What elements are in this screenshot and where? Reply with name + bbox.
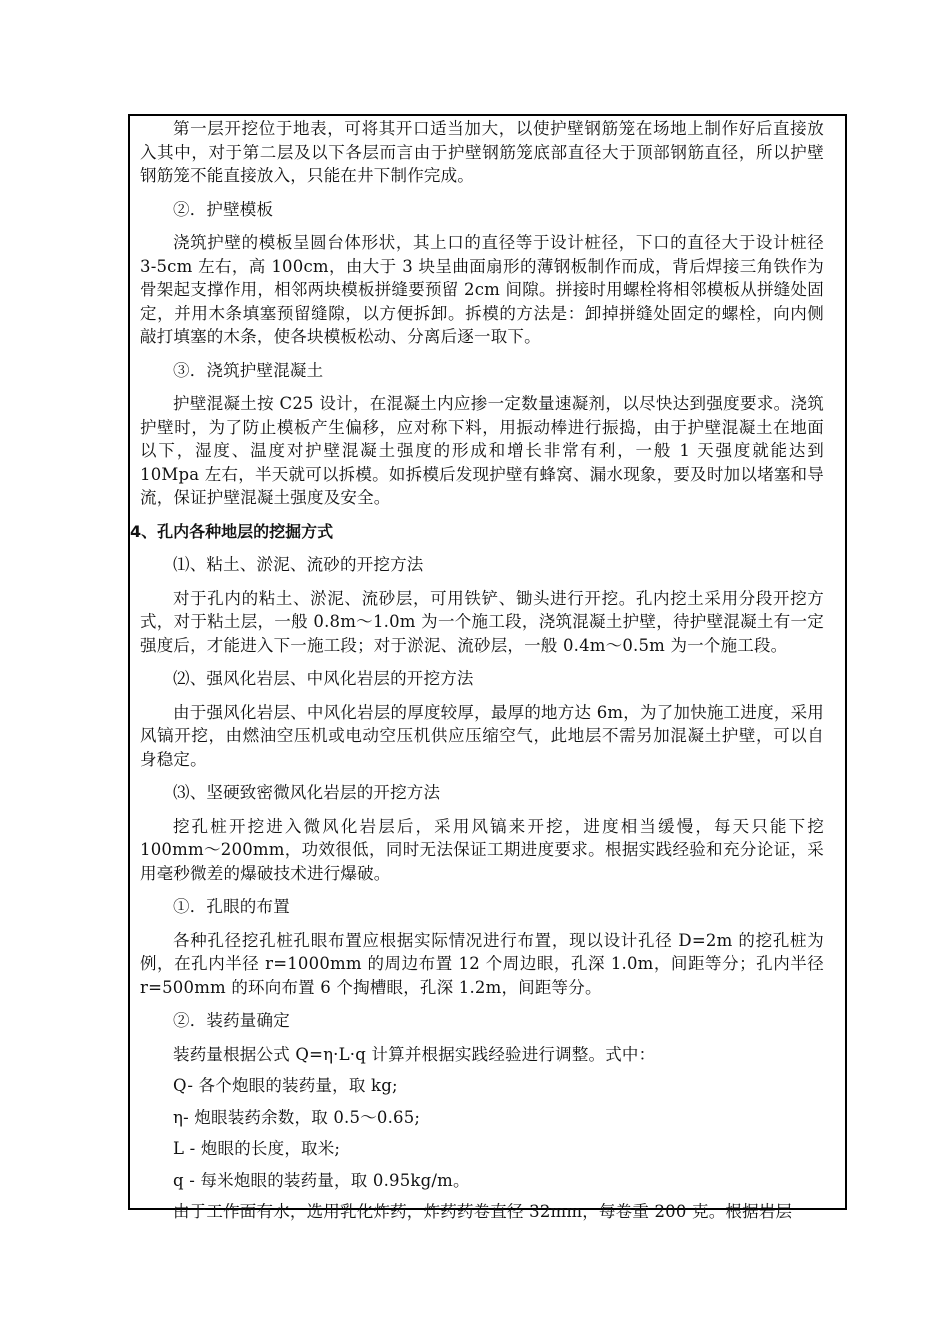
heading-clay-silt-sand: ⑴、粘土、淤泥、流砂的开挖方法 bbox=[173, 555, 424, 574]
section-heading-excavation: 4、孔内各种地层的挖掘方式 bbox=[130, 521, 334, 541]
paragraph-explosive: 由于工作面有水，选用乳化炸药，炸药药卷直径 32mm，每卷重 200 克。根据岩层 bbox=[173, 1202, 793, 1221]
paragraph-hard-rock: 挖孔桩开挖进入微风化岩层后，采用风镐来开挖，进度相当缓慢，每天只能下挖 100mm～200mm，功效很低，同时无法保证工期进度要求。根据实践经验和充分论证，采用毫秒微差的爆破技术进行爆破。 bbox=[140, 816, 824, 883]
heading-charge-amount: ②．装药量确定 bbox=[173, 1011, 290, 1030]
paragraph-concrete: 护壁混凝土按 C25 设计，在混凝土内应掺一定数量速凝剂，以尽快达到强度要求。浇筑护壁时，为了防止模板产生偏移，应对称下料，用振动棒进行振捣，由于护壁混凝土在地面以下，湿度、温度对护壁混凝土强度的形成和增长非常有利，一般 1 天强度就能达到 10Mpa 左右，半天就可以拆模。如拆模后发现护壁有蜂窝、漏水现象，要及时加以堵塞和导流，保证护壁混凝土强度及安全。 bbox=[140, 394, 824, 507]
heading-formwork: ②．护壁模板 bbox=[173, 199, 274, 219]
paragraph-clay-silt-sand: 对于孔内的粘土、淤泥、流砂层，可用铁铲、锄头进行开挖。孔内挖土采用分段开挖方式，对于粘土层，一般 0.8m～1.0m 为一个施工段，浇筑混凝土护壁，待护壁混凝土有一定强度后，才能进入下一施工段；对于淤泥、流砂层，一般 0.4m～0.5m 为一个施工段。 bbox=[140, 588, 824, 655]
heading-pour-concrete: ③．浇筑护壁混凝土 bbox=[173, 360, 324, 380]
paragraph-weathered-rock: 由于强风化岩层、中风化岩层的厚度较厚，最厚的地方达 6m，为了加快施工进度，采用风镐开挖，由燃油空压机或电动空压机供应压缩空气，此地层不需另加混凝土护壁，可以自身稳定。 bbox=[140, 702, 824, 769]
formula-term-eta: η- 炮眼装药余数，取 0.5～0.65; bbox=[173, 1107, 421, 1127]
paragraph-charge-formula: 装药量根据公式 Q=η·L·q 计算并根据实践经验进行调整。式中： bbox=[173, 1044, 656, 1064]
paragraph-rebar-cage: 第一层开挖位于地表，可将其开口适当加大，以使护壁钢筋笼在场地上制作好后直接放入其中，对于第二层及以下各层而言由于护壁钢筋笼底部直径大于顶部钢筋直径，所以护壁钢筋笼不能直接放入，只能在井下制作完成。 bbox=[140, 119, 824, 185]
paragraph-formwork: 浇筑护壁的模板呈圆台体形状，其上口的直径等于设计桩径，下口的直径大于设计桩径 3-5cm 左右，高 100cm，由大于 3 块呈曲面扇形的薄钢板制作而成，背后焊接三角铁作为骨架起支撑作用，相邻两块模板拼缝要预留 2cm 间隙。拼接时用螺栓将相邻模板从拼缝处固定，并用木条填塞预留缝隙，以方便拆卸。拆模的方法是：卸掉拼缝处固定的螺栓，向内侧敲打填塞的木条，使各块模板松动、分离后逐一取下。 bbox=[140, 233, 824, 346]
document-frame bbox=[128, 114, 847, 1221]
heading-hole-layout: ①．孔眼的布置 bbox=[173, 897, 290, 916]
document-body bbox=[130, 116, 824, 1234]
heading-weathered-rock: ⑵、强风化岩层、中风化岩层的开挖方法 bbox=[173, 669, 474, 688]
formula-term-q: Q- 各个炮眼的装药量，取 kg; bbox=[173, 1076, 398, 1095]
formula-term-l: L - 炮眼的长度，取米; bbox=[173, 1139, 341, 1158]
heading-hard-rock: ⑶、坚硬致密微风化岩层的开挖方法 bbox=[173, 783, 441, 802]
formula-term-q-per-meter: q - 每米炮眼的装药量，取 0.95kg/m。 bbox=[173, 1170, 470, 1190]
paragraph-hole-layout: 各种孔径挖孔桩孔眼布置应根据实际情况进行布置，现以设计孔径 D=2m 的挖孔桩为例，在孔内半径 r=1000mm 的周边布置 12 个周边眼，孔深 1.0m，间距等分；孔内半径 r=500mm 的环向布置 6 个掏槽眼，孔深 1.2m，间距等分。 bbox=[140, 930, 824, 997]
